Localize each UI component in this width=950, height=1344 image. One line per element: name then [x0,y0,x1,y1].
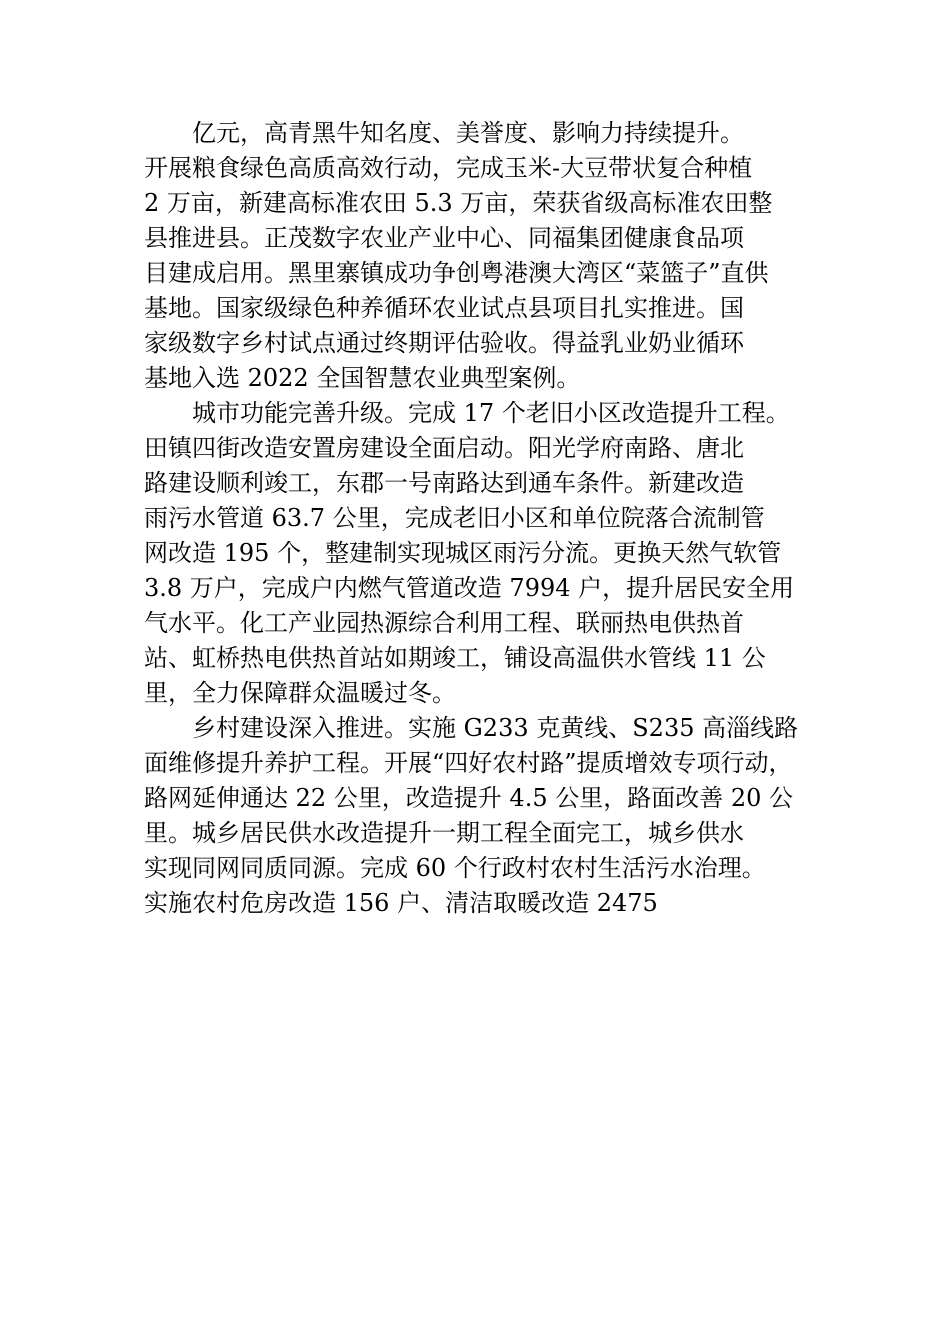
text-line: 基地。国家级绿色种养循环农业试点县项目扎实推进。国 [144,294,744,322]
text-line: 家级数字乡村试点通过终期评估验收。得益乳业奶业循环 [144,329,744,357]
text-line: 田镇四街改造安置房建设全面启动。阳光学府南路、唐北 [144,434,744,462]
text-line: 站、虹桥热电供热首站如期竣工，铺设高温供水管线 11 公 [144,644,766,672]
text-line: 网改造 195 个，整建制实现城区雨污分流。更换天然气软管 [144,539,782,567]
text-line: 2 万亩，新建高标准农田 5.3 万亩，荣获省级高标准农田整 [144,189,773,217]
text-line: 路建设顺利竣工，东郡一号南路达到通车条件。新建改造 [144,469,744,497]
text-line: 雨污水管道 63.7 公里，完成老旧小区和单位院落合流制管 [144,504,765,532]
text-line: 里。城乡居民供水改造提升一期工程全面完工，城乡供水 [144,819,744,847]
text-line: 城市功能完善升级。完成 17 个老旧小区改造提升工程。 [192,399,790,427]
text-line: 县推进县。正茂数字农业产业中心、同福集团健康食品项 [144,224,744,252]
text-line: 目建成启用。黑里寨镇成功争创粤港澳大湾区“菜篮子”直供 [144,259,769,287]
text-line: 亿元，高青黑牛知名度、美誉度、影响力持续提升。 [192,119,744,147]
document-body [144,116,814,921]
paragraph-rural-construction [144,711,814,921]
paragraph-city-function [144,396,814,711]
text-line: 面维修提升养护工程。开展“四好农村路”提质增效专项行动， [144,749,793,777]
text-line: 基地入选 2022 全国智慧农业典型案例。 [144,364,581,392]
text-line: 路网延伸通达 22 公里，改造提升 4.5 公里，路面改善 20 公 [144,784,794,812]
text-line: 乡村建设深入推进。实施 G233 克黄线、S235 高淄线路 [192,714,799,742]
text-line: 气水平。化工产业园热源综合利用工程、联丽热电供热首 [144,609,744,637]
paragraph-agriculture [144,116,814,396]
text-line: 3.8 万户，完成户内燃气管道改造 7994 户，提升居民安全用 [144,574,795,602]
text-line: 里，全力保障群众温暖过冬。 [144,679,456,707]
text-line: 开展粮食绿色高质高效行动，完成玉米-大豆带状复合种植 [144,154,753,182]
text-line: 实现同网同质同源。完成 60 个行政村农村生活污水治理。 [144,854,766,882]
text-line: 实施农村危房改造 156 户、清洁取暖改造 2475 [144,889,658,917]
